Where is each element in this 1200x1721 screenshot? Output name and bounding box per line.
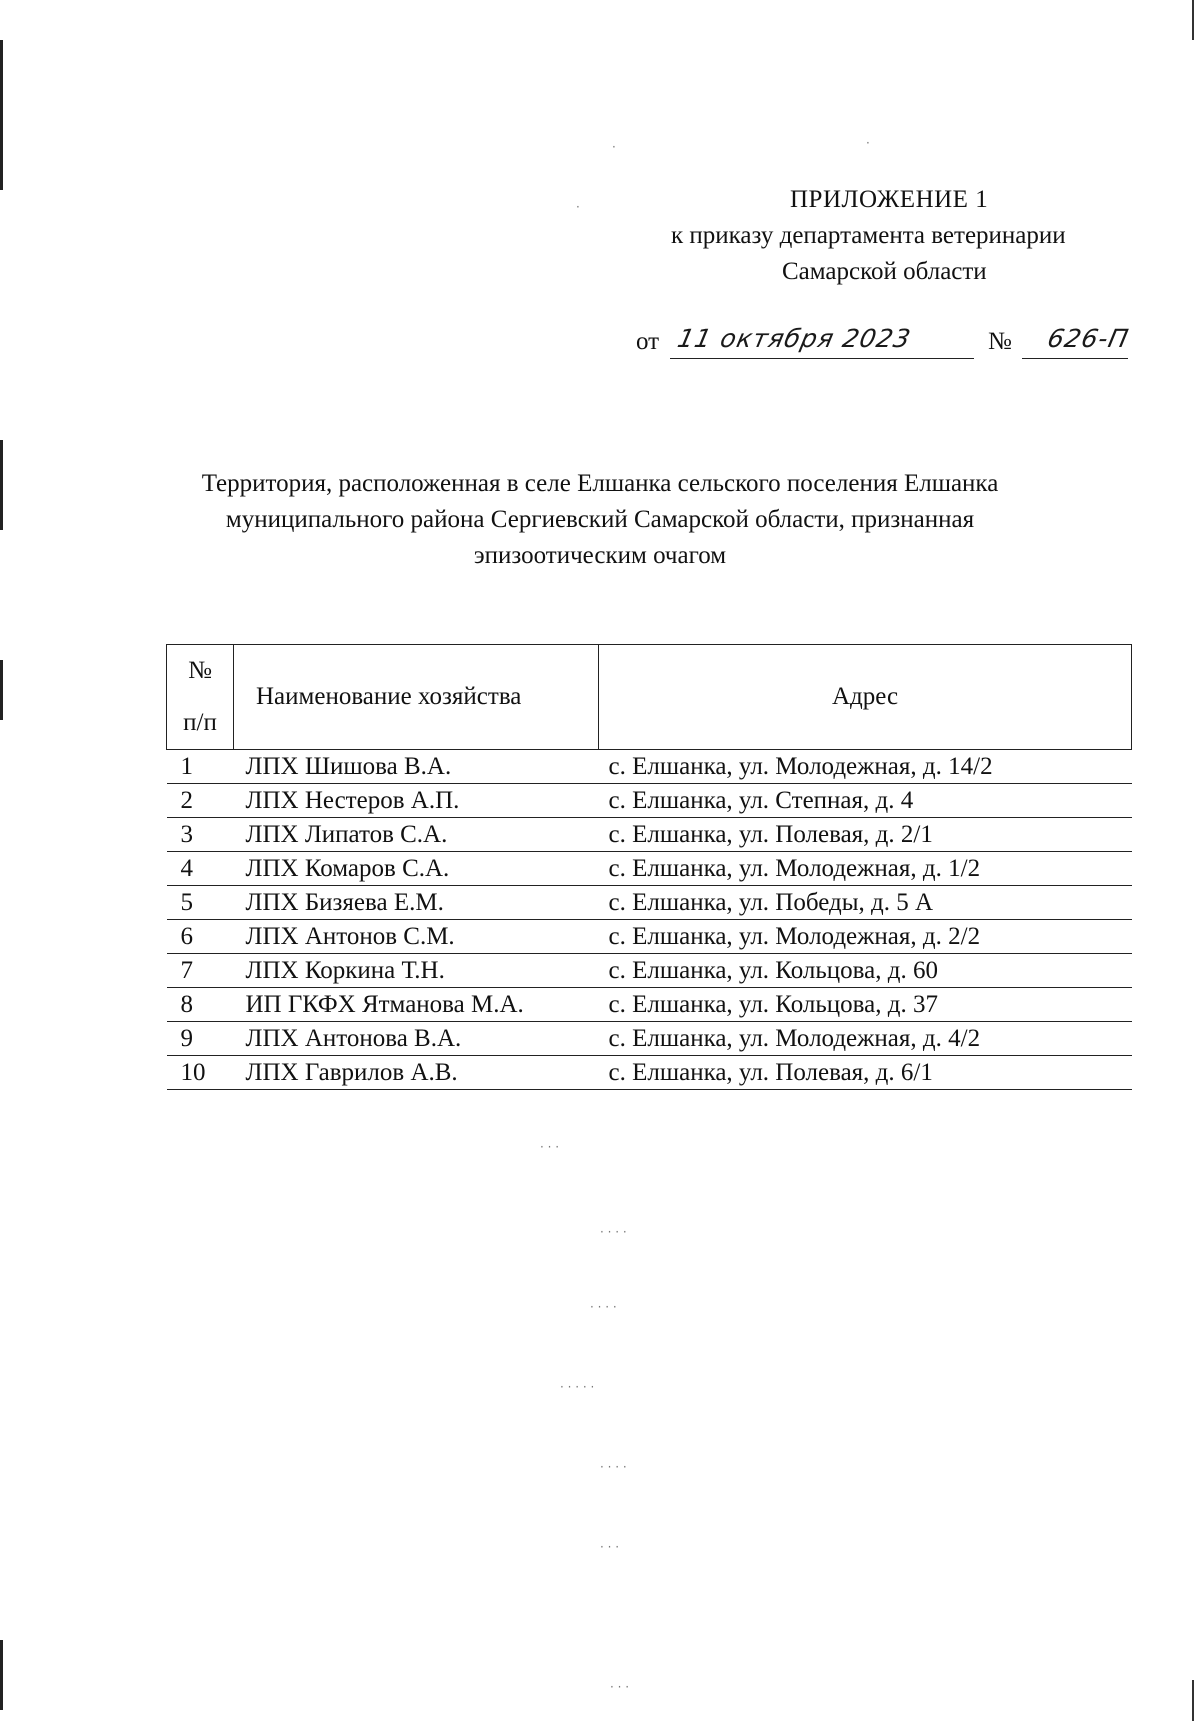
- row-address: с. Елшанка, ул. Полевая, д. 2/1: [599, 818, 1132, 852]
- row-farm-name: ИП ГКФХ Ятманова М.А.: [234, 988, 599, 1022]
- order-line: [636, 324, 1136, 368]
- row-number: 1: [167, 750, 234, 784]
- scan-speckle: · · ·: [540, 1140, 560, 1154]
- number-label: №: [988, 328, 1012, 355]
- row-address: с. Елшанка, ул. Кольцова, д. 60: [599, 954, 1132, 988]
- table-row: [167, 818, 1132, 852]
- table-row: [167, 784, 1132, 818]
- scan-speckle: · · · · ·: [560, 1380, 595, 1394]
- row-number: 8: [167, 988, 234, 1022]
- scan-speckle: ·: [576, 200, 580, 214]
- row-farm-name: ЛПХ Нестеров А.П.: [234, 784, 599, 818]
- row-number: 4: [167, 852, 234, 886]
- farms-table: [166, 644, 1132, 1090]
- scan-speckle: · · · ·: [600, 1460, 627, 1474]
- header-number-line-1: №: [188, 657, 212, 684]
- scan-speckle: · · ·: [610, 1680, 630, 1694]
- table-row: [167, 920, 1132, 954]
- row-address: с. Елшанка, ул. Кольцова, д. 37: [599, 988, 1132, 1022]
- row-address: с. Елшанка, ул. Молодежная, д. 4/2: [599, 1022, 1132, 1056]
- row-farm-name: ЛПХ Антонова В.А.: [234, 1022, 599, 1056]
- row-number: 9: [167, 1022, 234, 1056]
- scan-speckle: ·: [612, 140, 616, 154]
- appendix-line-2: Самарской области: [782, 258, 987, 285]
- header-number: [167, 645, 234, 750]
- table-row: [167, 1056, 1132, 1090]
- scan-edge-left: [0, 1640, 3, 1710]
- row-number: 7: [167, 954, 234, 988]
- row-number: 10: [167, 1056, 234, 1090]
- scan-edge-left: [0, 440, 3, 530]
- row-address: с. Елшанка, ул. Молодежная, д. 2/2: [599, 920, 1132, 954]
- scan-edge-right: [1192, 1680, 1194, 1721]
- scan-edge-right: [1192, 0, 1194, 40]
- table-row: [167, 852, 1132, 886]
- row-address: с. Елшанка, ул. Молодежная, д. 14/2: [599, 750, 1132, 784]
- scan-speckle: · · · ·: [590, 1300, 617, 1314]
- row-address: с. Елшанка, ул. Степная, д. 4: [599, 784, 1132, 818]
- date-underline: [670, 358, 974, 359]
- handwritten-number: 626-П: [1044, 324, 1132, 353]
- scan-speckle: · · · ·: [600, 1225, 627, 1239]
- handwritten-date: 11 октября 2023: [674, 324, 914, 353]
- document-title-line-3: эпизоотическим очагом: [473, 542, 727, 569]
- document-title-line-2: муниципального района Сергиевский Самарской области, признанная: [225, 506, 975, 533]
- row-farm-name: ЛПХ Антонов С.М.: [234, 920, 599, 954]
- table-header-row: [167, 645, 1132, 750]
- appendix-title: ПРИЛОЖЕНИЕ 1: [790, 186, 989, 213]
- row-address: с. Елшанка, ул. Победы, д. 5 А: [599, 886, 1132, 920]
- table-row: [167, 1022, 1132, 1056]
- header-farm-name: Наименование хозяйства: [234, 645, 599, 750]
- scan-edge-left: [0, 40, 3, 190]
- row-number: 3: [167, 818, 234, 852]
- table-row: [167, 988, 1132, 1022]
- scan-speckle: · · ·: [600, 1540, 620, 1554]
- row-farm-name: ЛПХ Шишова В.А.: [234, 750, 599, 784]
- row-address: с. Елшанка, ул. Молодежная, д. 1/2: [599, 852, 1132, 886]
- scan-speckle: ·: [866, 136, 870, 150]
- appendix-line-1: к приказу департамента ветеринарии: [671, 222, 1066, 249]
- row-farm-name: ЛПХ Гаврилов А.В.: [234, 1056, 599, 1090]
- row-number: 6: [167, 920, 234, 954]
- row-farm-name: ЛПХ Комаров С.А.: [234, 852, 599, 886]
- from-label: от: [636, 328, 660, 355]
- row-number: 5: [167, 886, 234, 920]
- document-title: [150, 466, 1050, 574]
- document-title-line-1: Территория, расположенная в селе Елшанка сельского поселения Елшанка: [201, 470, 999, 497]
- row-farm-name: ЛПХ Бизяева Е.М.: [234, 886, 599, 920]
- number-underline: [1022, 358, 1128, 359]
- row-address: с. Елшанка, ул. Полевая, д. 6/1: [599, 1056, 1132, 1090]
- scan-edge-left: [0, 660, 3, 720]
- header-address: Адрес: [599, 645, 1132, 750]
- table-row: [167, 954, 1132, 988]
- header-number-line-2: п/п: [183, 709, 217, 736]
- table-row: [167, 750, 1132, 784]
- row-farm-name: ЛПХ Коркина Т.Н.: [234, 954, 599, 988]
- table-row: [167, 886, 1132, 920]
- row-number: 2: [167, 784, 234, 818]
- row-farm-name: ЛПХ Липатов С.А.: [234, 818, 599, 852]
